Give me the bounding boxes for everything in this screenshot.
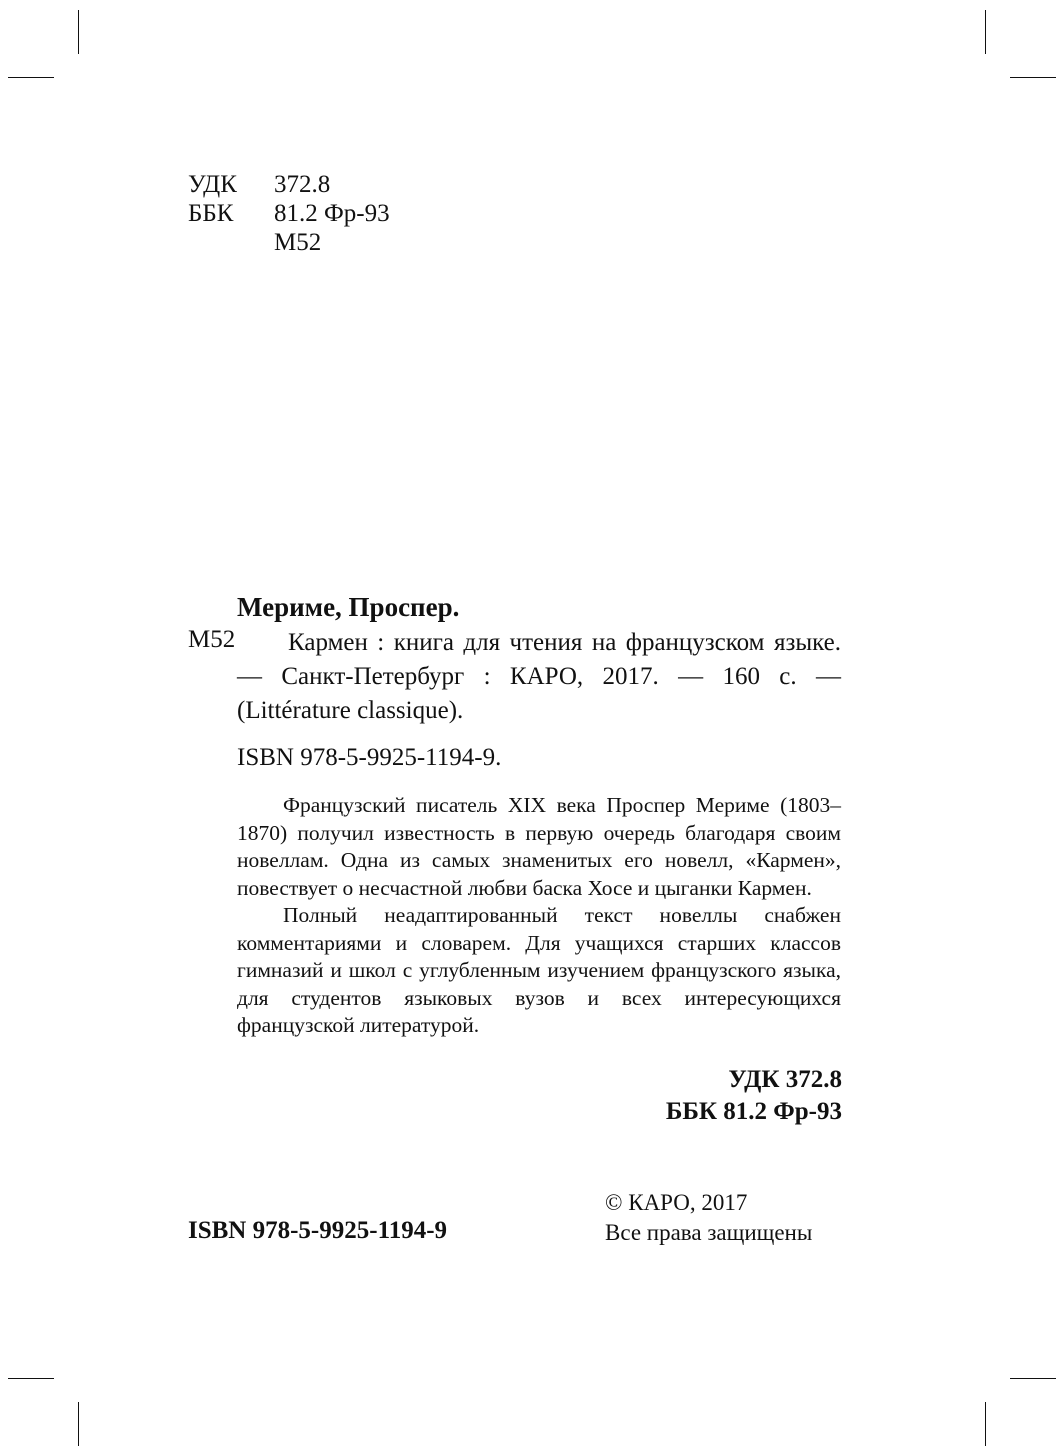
crop-mark-bottom-left-vertical — [78, 1402, 79, 1446]
bbk-label: ББК — [188, 200, 234, 227]
udk-label: УДК — [188, 171, 237, 198]
rights-line: Все права защищены — [605, 1220, 813, 1245]
bbk-row — [188, 199, 390, 228]
catalog-mark: М52 — [188, 626, 236, 653]
bbk-value: 81.2 Фр-93 — [274, 200, 390, 227]
crop-mark-bottom-right-vertical — [985, 1402, 986, 1446]
crop-mark-top-right-horizontal — [1010, 77, 1056, 78]
crop-mark-bottom-left-horizontal — [8, 1378, 54, 1379]
abstract — [237, 792, 841, 1040]
copyright-line: © КАРО, 2017 — [605, 1190, 748, 1215]
classification-codes — [188, 170, 390, 257]
abstract-paragraph-1: Французский писатель XIX века Проспер Мериме (1803–1870) получил известность в первую очередь благодаря своим новеллам. Одна из самых знаменитых его новелл, «Кармен», повествует о несчастной любви баска Хосе и цыганки Кармен. — [237, 793, 841, 900]
author-mark: М52 — [274, 229, 322, 256]
author-mark-row — [188, 228, 390, 257]
crop-mark-bottom-right-horizontal — [1010, 1378, 1056, 1379]
copyright-block — [605, 1188, 812, 1248]
crop-mark-top-left-vertical — [78, 10, 79, 54]
catalog-isbn: ISBN 978-5-9925-1194-9. — [237, 744, 502, 771]
footer-bbk: ББК 81.2 Фр-93 — [665, 1098, 842, 1125]
abstract-paragraph-2: Полный неадаптированный текст новеллы снабжен комментариями и словарем. Для учащихся старших классов гимназий и школ с углубленным изучением французского языка, для студентов языковых вузов и всех интересующихся французской литературой. — [237, 903, 841, 1037]
crop-mark-top-right-vertical — [985, 10, 986, 54]
footer-isbn: ISBN 978-5-9925-1194-9 — [188, 1217, 448, 1244]
catalog-entry: Кармен : книга для чтения на французском языке. — Санкт-Петербург : КАРО, 2017. — 160 с. — (Littérature classique). — [237, 629, 841, 724]
footer-udk: УДК 372.8 — [728, 1066, 842, 1093]
catalog-author: Мериме, Проспер. — [237, 592, 460, 622]
crop-mark-top-left-horizontal — [8, 77, 54, 78]
udk-row — [188, 170, 390, 199]
footer-codes — [666, 1064, 842, 1128]
udk-value: 372.8 — [274, 171, 331, 198]
